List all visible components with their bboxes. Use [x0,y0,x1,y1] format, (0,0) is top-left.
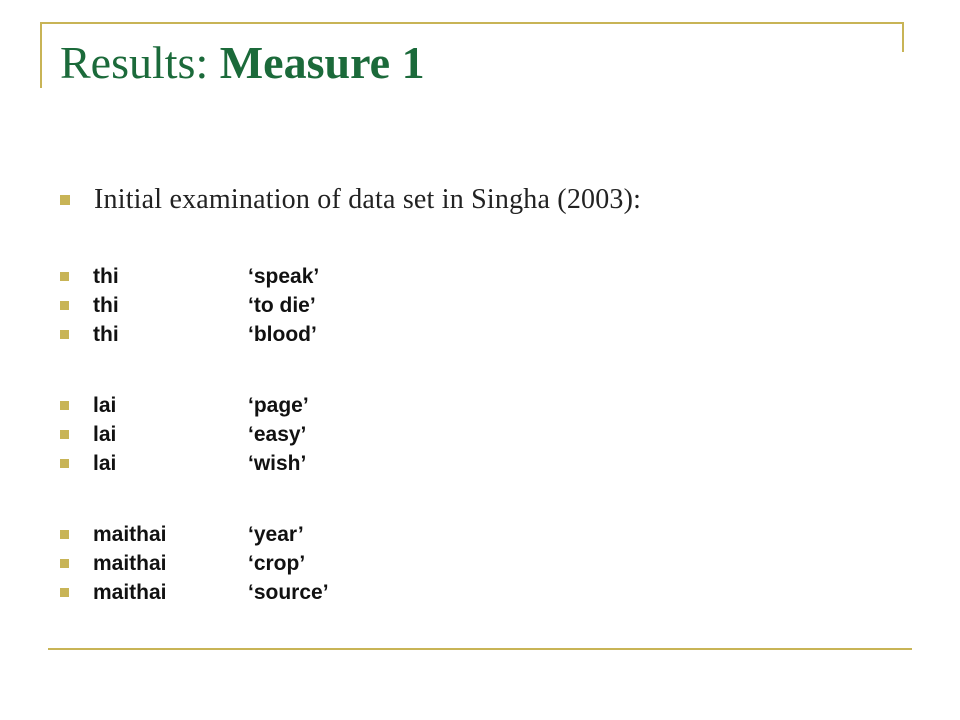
frame-bottom-line [48,648,912,650]
square-bullet-icon [60,401,69,410]
frame-top-line [40,22,904,24]
list-item [60,291,329,320]
gloss: ‘year’ [248,522,304,546]
list-item [60,391,329,420]
word: maithai [93,580,167,604]
word: maithai [93,551,167,575]
list-item [60,578,329,607]
list-item [60,262,329,291]
square-bullet-icon [60,272,69,281]
title-bold: Measure 1 [219,37,425,88]
word: thi [93,293,119,317]
title-prefix: Results: [60,37,220,88]
list-item [60,320,329,349]
word: thi [93,322,119,346]
word-list [60,262,329,607]
gloss: ‘speak’ [248,264,320,288]
list-item [60,449,329,478]
gloss: ‘crop’ [248,551,306,575]
square-bullet-icon [60,195,70,205]
group-spacer [60,478,329,520]
word: maithai [93,522,167,546]
gloss: ‘easy’ [248,422,307,446]
list-item [60,420,329,449]
square-bullet-icon [60,459,69,468]
gloss: ‘to die’ [248,293,316,317]
word: lai [93,393,117,417]
frame-left-line [40,22,42,88]
square-bullet-icon [60,588,69,597]
intro-text: Initial examination of data set in Singha (2003): [94,184,642,215]
group-spacer [60,349,329,391]
list-item [60,549,329,578]
gloss: ‘blood’ [248,322,317,346]
word: lai [93,422,117,446]
square-bullet-icon [60,301,69,310]
frame-right-line [902,22,904,52]
square-bullet-icon [60,330,69,339]
gloss: ‘source’ [248,580,329,604]
intro-bullet-item [60,184,641,216]
word: lai [93,451,117,475]
list-item [60,520,329,549]
square-bullet-icon [60,530,69,539]
square-bullet-icon [60,559,69,568]
slide-title [60,36,425,89]
gloss: ‘wish’ [248,451,307,475]
word: thi [93,264,119,288]
square-bullet-icon [60,430,69,439]
gloss: ‘page’ [248,393,309,417]
